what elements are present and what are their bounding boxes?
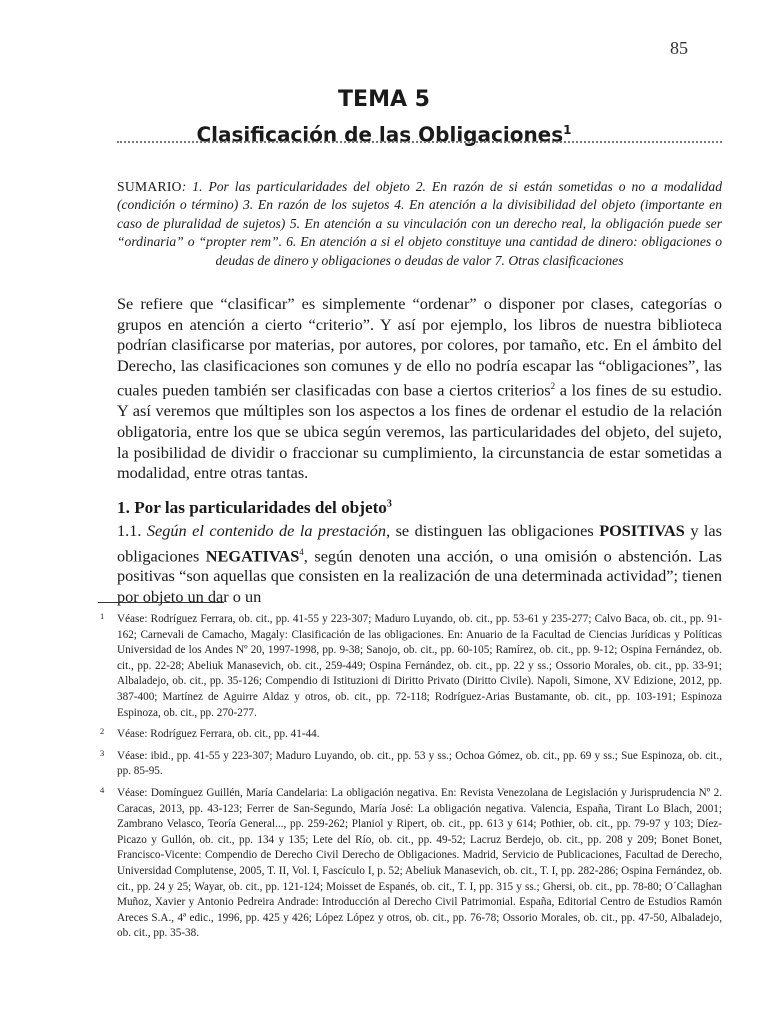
summary-items: : 1. Por las particularidades del objeto 2. En razón de si están sometidas o no a modalidad (condición o término) 3. En razón de los sujetos 4. En atención a la divisibilidad del objeto (importante en caso de pluralidad de sujetos) 5. En atención a su vinculación con un derecho real, la obligación puede ser “ordinaria” o “propter rem”. 6. En atención a si el objeto constituye una cantidad de dinero: obligaciones o deudas de dinero y obligaciones o deudas de valor 7. Otras clasificaciones: [117, 178, 722, 268]
dotted-separator: [117, 141, 722, 143]
footnote-ref-1[interactable]: 1: [563, 123, 572, 137]
footnote-2: [100, 726, 722, 743]
footnotes: [100, 611, 722, 948]
summary-label: SUMARIO: [117, 178, 182, 194]
subsection-text-3: , según denoten una acción, o una omisión o abstención. Las positivas “son aquellas que consisten en la realización de una determinada actividad”; tienen por objeto un dar o un: [117, 545, 722, 606]
subsection-number: 1.1.: [117, 521, 147, 540]
footnote-number: 4: [100, 784, 105, 795]
footnote-text: Véase: Rodríguez Ferrara, ob. cit., pp. 41-55 y 223-307; Maduro Luyando, ob. cit., pp. 53-61 y 235-277; Calvo Baca, ob. cit., pp. 91-162; Carnevali de Camacho, Magaly: Clasificación de las obligaciones. En: Anuario de la Facultad de Ciencias Jurídicas y Políticas Universidad de los Andes Nº 20, 1997-1998, pp. 9-38; Sanojo, ob. cit., pp. 60-105; Ramírez, ob. cit., pp. 9-12; Ospina Fernández, ob. cit., pp. 22-28; Abeliuk Manasevich, ob. cit., 259-449; Ospina Fernández, ob. cit., pp. 22 y ss.; Ossorio Morales, ob. cit., pp. 33-91; Albaladejo, ob. cit., pp. 35-126; Compendio di Istituzioni di Diritto Privato (Diritto Civile). Napoli, Simone, XV Edizione, 2012, pp. 387-400; Martínez de Aguirre Aldaz y otros, ob. cit., pp. 72-118; Rodríguez-Arias Bustamante, ob. cit., pp. 103-191; Espinoza Espinoza, ob. cit., pp. 270-277.: [117, 613, 722, 719]
footnote-rule: [98, 602, 224, 603]
intro-text-1: Se refiere que “clasificar” es simplemente “ordenar” o disponer por clases, categorías o grupos en atención a cierto “criterio”. Y así por ejemplo, los libros de nuestra biblioteca podrían clasificarse por materias, por autores, por colores, por tamaño, etc. En el ámbito del Derecho, las clasificaciones son comunes y de ello no podría escapar las “obligaciones”, las cuales pueden también ser clasificadas con base a ciertos criterios: [117, 294, 722, 400]
footnote-3: [100, 747, 722, 780]
footnote-text: Véase: Domínguez Guillén, María Candelaria: La obligación negativa. En: Revista Venezolana de Legislación y Jurisprudencia Nº 2. Caracas, 2013, pp. 43-123; Ferrer de San-Segundo, María José: La obligación negativa. Valencia, España, Tirant Lo Blach, 2001; Zambrano Velasco, Teoría General..., pp. 259-262; Planiol y Ripert, ob. cit., pp. 613 y 614; Pothier, ob. cit., pp. 79-97 y 103; Díez-Picazo y Gullón, ob. cit., pp. 134 y 135; Lete del Río, ob. cit., pp. 49-52; Lacruz Berdejo, ob. cit., pp. 208 y 209; Bonet Bonet, Francisco-Vicente: Compendio de Derecho Civil Derecho de Obligaciones. Madrid, Servicio de Publicaciones, Facultad de Derecho, Universidad Complutense, 2005, T. II, Vol. I, Fascículo I, p. 52; Abeliuk Manasevich, ob. cit., T. I, pp. 282-286; Ospina Fernández, ob. cit., pp. 24 y 25; Wayar, ob. cit., pp. 121-124; Moisset de Espanés, ob. cit., T. I, pp. 315 y ss.; Ghersi, ob. cit., pp. 78-80; O´Callaghan Muñoz, Xavier y Antonio Pedreira Andrade: Introducción al Derecho Civil Patrimonial. España, Editorial Centro de Estudios Ramón Areces S.A., 4ª edic., 1996, pp. 425 y 426; López López y otros, ob. cit., pp. 76-78; Ossorio Morales, ob. cit., pp. 47-50, Albaladejo, ob. cit., pp. 35-38.: [117, 786, 722, 940]
term-negativas: NEGATIVAS: [205, 545, 300, 565]
page-number: 85: [670, 38, 688, 58]
subsection-text-1: , se distinguen las obligaciones: [386, 521, 600, 540]
footnote-ref-3[interactable]: 3: [386, 498, 392, 510]
footnote-number: 3: [100, 747, 105, 758]
footnote-ref-2[interactable]: 2: [550, 381, 556, 392]
section-heading: [117, 498, 722, 518]
footnote-text: Véase: Rodríguez Ferrara, ob. cit., pp. 41-44.: [117, 728, 320, 741]
footnote-number: 1: [100, 611, 105, 621]
intro-paragraph: [117, 294, 722, 484]
summary: [117, 178, 722, 271]
footnote-ref-4[interactable]: 4: [299, 546, 304, 557]
footnote-text: Véase: ibid., pp. 41-55 y 223-307; Maduro Luyando, ob. cit., pp. 53 y ss.; Ochoa Gómez, ob. cit., pp. 69 y ss.; Sue Espinoza, ob. cit., pp. 85-95.: [117, 749, 722, 778]
footnote-number: 2: [100, 726, 105, 737]
title-block: [0, 86, 768, 149]
chapter-title: [0, 116, 768, 149]
footnote-4: [100, 784, 722, 942]
subsection-paragraph: [117, 521, 722, 607]
section-heading-text: 1. Por las particularidades del objeto: [117, 498, 387, 517]
intro-text-2: a los fines de su estudio. Y así veremos que múltiples son los aspectos a los fines de ordenar el estudio de la relación obligatoria, entre los que se ubica según veremos, las particularidades del objeto, del sujeto, la posibilidad de dividir o fraccionar su cumplimiento, la circunstancia de estar sometidas a modalidad, entre otras tantas.: [117, 380, 722, 483]
subsection-text-2: y las obligaciones: [117, 521, 722, 565]
footnote-1: [100, 611, 722, 721]
chapter-title-text: Clasificación de las Obligaciones: [196, 122, 564, 147]
subsection-lead: Según el contenido de la prestación: [146, 521, 387, 540]
chapter-number: TEMA 5: [338, 87, 430, 112]
term-positivas: POSITIVAS: [599, 521, 685, 540]
